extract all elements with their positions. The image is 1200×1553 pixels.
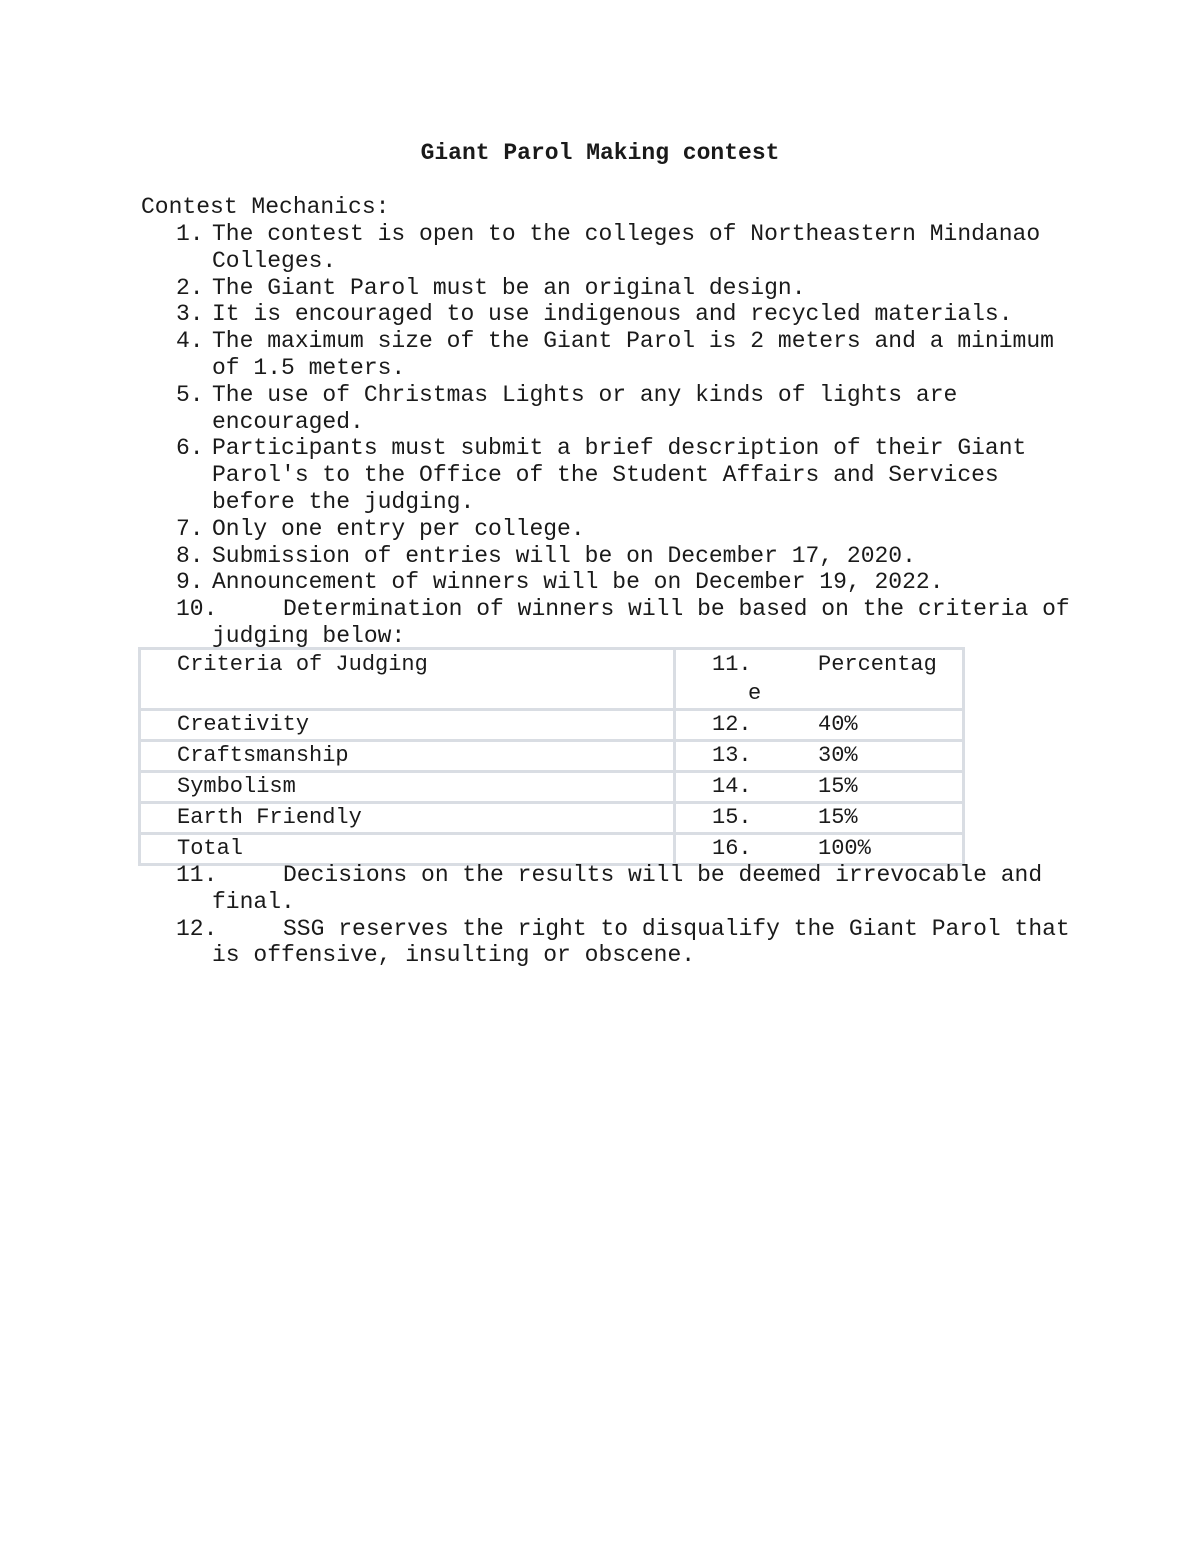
row-number: 12.	[712, 712, 752, 737]
criteria-header: Criteria of Judging	[140, 649, 675, 710]
rule-text: Participants must submit a brief description of their Giant Parol's to the Office of the Student Affairs and Services before the judging.	[212, 435, 1027, 515]
rule-text: Decisions on the results will be deemed irrevocable and final.	[212, 862, 1043, 915]
list-item	[0, 516, 1200, 543]
rules-list-continued	[0, 862, 1200, 969]
list-item	[0, 275, 1200, 302]
table-row	[140, 772, 964, 803]
table-row	[140, 710, 964, 741]
rule-number: 5.	[176, 381, 204, 408]
rule-text: The contest is open to the colleges of Northeastern Mindanao Colleges.	[212, 221, 1041, 274]
row-number: 15.	[712, 805, 752, 830]
rule-text: SSG reserves the right to disqualify the Giant Parol that is offensive, insulting or obscene.	[212, 915, 1070, 969]
rule-number: 7.	[176, 515, 204, 542]
table-row	[140, 803, 964, 834]
percentage-cell	[675, 710, 964, 741]
rules-list	[0, 221, 1200, 650]
criteria-cell: Symbolism	[140, 772, 675, 803]
percentage-value: 15%	[818, 774, 858, 799]
row-number: 16.	[712, 836, 752, 861]
rule-number: 4.	[176, 328, 204, 355]
rule-number: 11.	[176, 862, 218, 888]
rule-text: The maximum size of the Giant Parol is 2 meters and a minimum of 1.5 meters.	[212, 328, 1054, 381]
percentage-cell	[675, 772, 964, 803]
list-item	[0, 596, 1200, 650]
contest-mechanics-heading: Contest Mechanics:	[141, 194, 390, 220]
criteria-table	[138, 647, 965, 866]
list-item	[0, 328, 1200, 382]
rule-text: It is encouraged to use indigenous and recycled materials.	[212, 301, 1013, 328]
rule-number: 10.	[176, 596, 218, 623]
rule-number: 12.	[176, 915, 218, 942]
rule-text: Announcement of winners will be on December 19, 2022.	[212, 569, 944, 596]
rule-number: 9.	[176, 569, 204, 596]
percentage-value: 15%	[818, 805, 858, 830]
criteria-cell: Creativity	[140, 710, 675, 741]
percentage-header	[675, 649, 964, 710]
list-item	[0, 382, 1200, 436]
row-number: 13.	[712, 743, 752, 768]
rule-text: The Giant Parol must be an original design.	[212, 274, 806, 301]
percentage-cell	[675, 803, 964, 834]
criteria-cell: Earth Friendly	[140, 803, 675, 834]
list-item	[0, 569, 1200, 596]
rule-text: Only one entry per college.	[212, 515, 585, 542]
percentage-header-text: Percentag	[818, 652, 937, 677]
list-item	[0, 301, 1200, 328]
rule-number: 8.	[176, 542, 204, 569]
criteria-cell: Total	[140, 834, 675, 865]
rule-number: 6.	[176, 435, 204, 462]
percentage-value: 40%	[818, 712, 858, 737]
percentage-header-wrap: e	[748, 681, 762, 706]
percentage-value: 30%	[818, 743, 858, 768]
list-item	[0, 916, 1200, 970]
document-title: Giant Parol Making contest	[420, 140, 780, 166]
rule-number: 3.	[176, 301, 204, 328]
rule-text: Submission of entries will be on December 17, 2020.	[212, 542, 916, 569]
list-item	[0, 221, 1200, 275]
table-row	[140, 741, 964, 772]
rule-number: 2.	[176, 274, 204, 301]
table-header-row	[140, 649, 964, 710]
rule-number: 1.	[176, 221, 204, 247]
table-row	[140, 834, 964, 865]
percentage-value: 100%	[818, 836, 871, 861]
rule-text: Determination of winners will be based on the criteria of judging below:	[212, 596, 1070, 649]
criteria-cell: Craftsmanship	[140, 741, 675, 772]
row-number: 11.	[712, 652, 752, 677]
list-item	[0, 862, 1200, 916]
percentage-cell	[675, 834, 964, 865]
list-item	[0, 543, 1200, 570]
rule-text: The use of Christmas Lights or any kinds of lights are encouraged.	[212, 381, 958, 435]
row-number: 14.	[712, 774, 752, 799]
percentage-cell	[675, 741, 964, 772]
list-item	[0, 435, 1200, 515]
